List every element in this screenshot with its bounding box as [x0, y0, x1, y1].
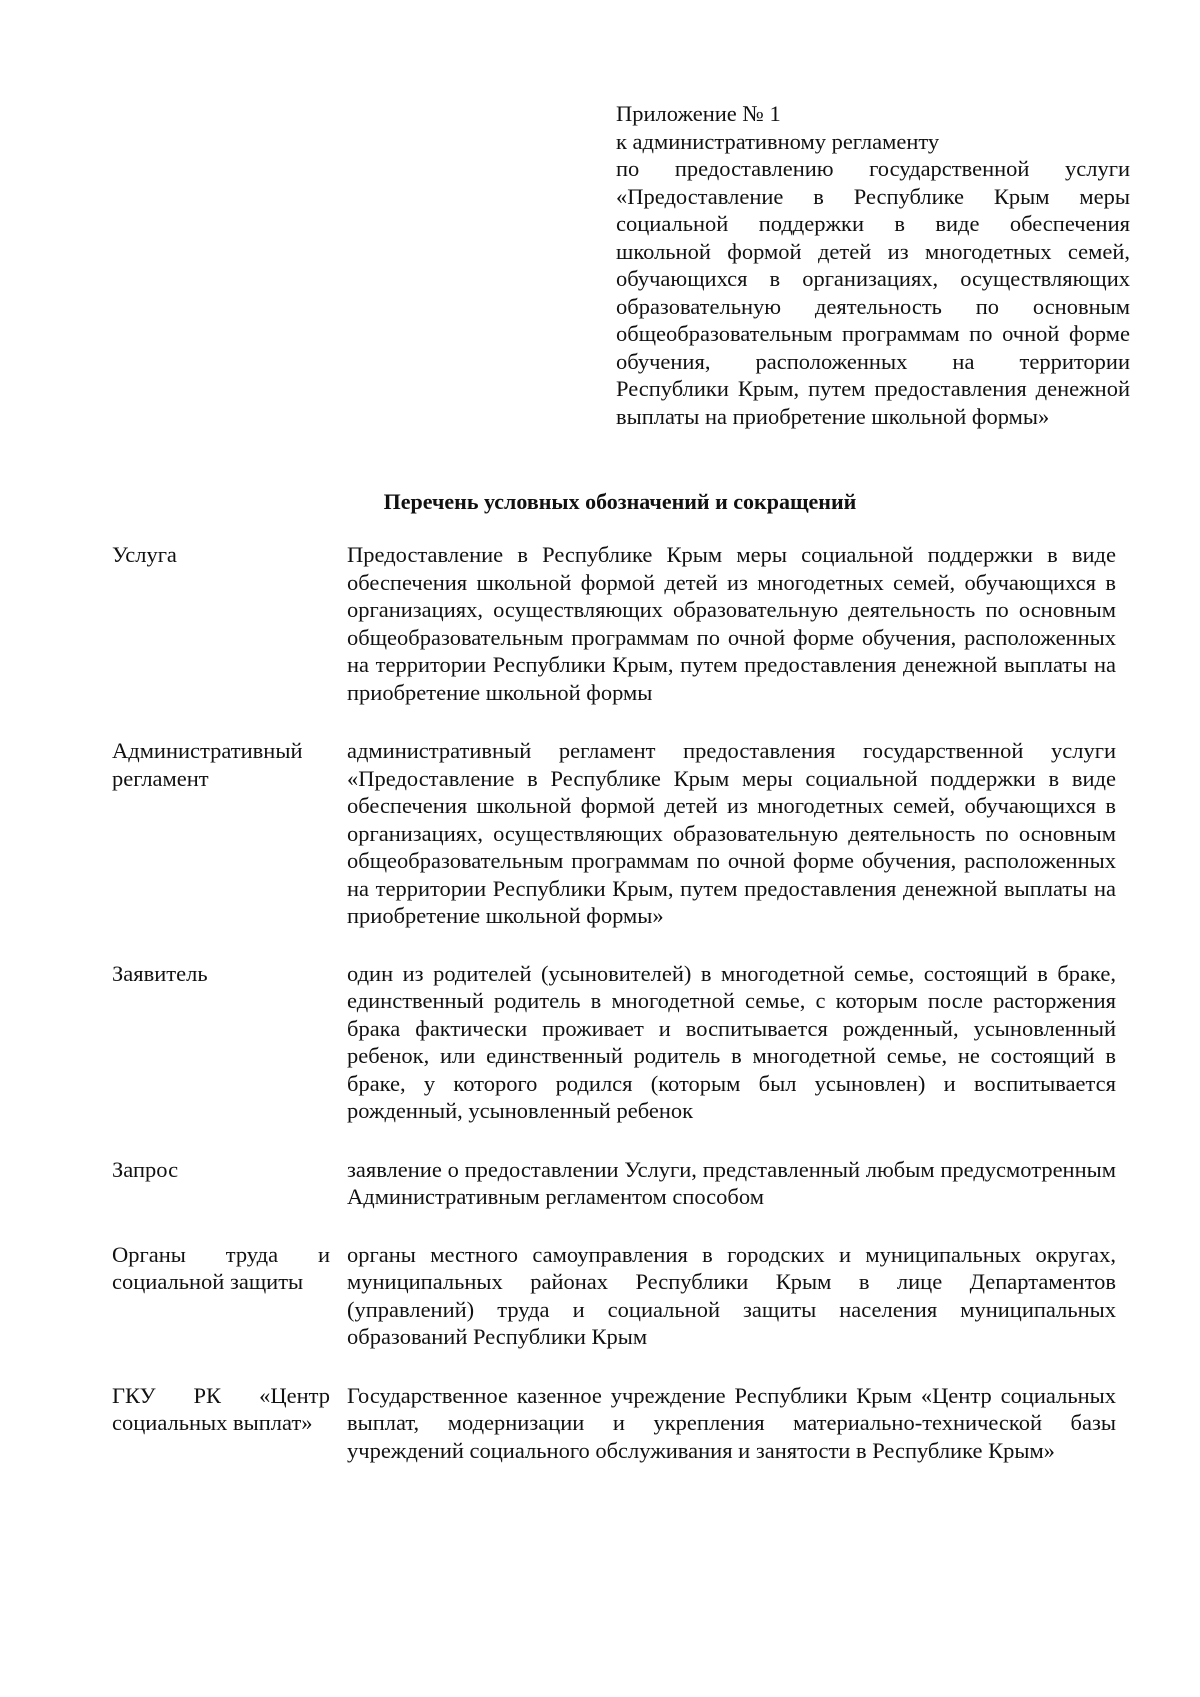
term-definition: один из родителей (усыновителей) в многодетной семье, состоящий в браке, единственный родитель в многодетной семье, с которым после расторжения брака фактически проживает и воспитывается рожденный, усыновленный ребенок, или единственный родитель в многодетной семье, не состоящий в браке, у которого родился (которым был усыновлен) и воспитывается рожденный, усыновленный ребенок	[347, 960, 1116, 1123]
appendix-description: по предоставлению государственной услуги «Предоставление в Республике Крым меры социальной поддержки в виде обеспечения школьной формой детей из многодетных семей, обучающихся в организациях, осуществляющих образовательную деятельность по основным общеобразовательным программам по очной форме обучения, расположенных на территории Республики Крым, путем предоставления денежной выплаты на приобретение школьной формы»	[616, 156, 1130, 429]
term-definition: заявление о предоставлении Услуги, представленный любым предусмотренным Административным регламентом способом	[347, 1156, 1116, 1209]
appendix-number: Приложение № 1	[616, 101, 781, 126]
term-label: ГКУ РК «Центр социальных выплат»	[112, 1382, 330, 1435]
term-row	[112, 1382, 1116, 1465]
terms-list	[112, 541, 1116, 1464]
section-heading: Перечень условных обозначений и сокращений	[383, 489, 857, 514]
appendix-subtitle: к административному регламенту	[616, 128, 940, 154]
term-definition: административный регламент предоставления государственной услуги «Предоставление в Республике Крым меры социальной поддержки в виде обеспечения школьной формой детей из многодетных семей, обучающихся в организациях, осуществляющих образовательную деятельность по основным общеобразовательным программам по очной форме обучения, расположенных на территории Республики Крым, путем предоставления денежной выплаты на приобретение школьной формы»	[347, 738, 1116, 928]
term-label: Заявитель	[112, 960, 208, 986]
term-label: Административный регламент	[112, 738, 303, 791]
appendix-header	[616, 100, 1130, 430]
term-row	[112, 1156, 1116, 1211]
term-label: Услуга	[112, 542, 177, 567]
term-row	[112, 737, 1116, 930]
term-label: Органы труда и социальной защиты	[112, 1241, 330, 1294]
term-row	[112, 541, 1116, 706]
term-row	[112, 1241, 1116, 1351]
term-label: Запрос	[112, 1156, 179, 1182]
term-row	[112, 960, 1116, 1125]
term-definition: Государственное казенное учреждение Республики Крым «Центр социальных выплат, модернизации и укрепления материально-технической базы учреждений социального обслуживания и занятости в Республике Крым»	[347, 1382, 1116, 1463]
term-definition: органы местного самоуправления в городских и муниципальных округах, муниципальных районах Республики Крым в лице Департаментов (управлений) труда и социальной защиты населения муниципальных образований Республики Крым	[347, 1241, 1116, 1349]
term-definition: Предоставление в Республике Крым меры социальной поддержки в виде обеспечения школьной формой детей из многодетных семей, обучающихся в организациях, осуществляющих образовательную деятельность по основным общеобразовательным программам по очной форме обучения, расположенных на территории Республики Крым, путем предоставления денежной выплаты на приобретение школьной формы	[347, 542, 1116, 705]
